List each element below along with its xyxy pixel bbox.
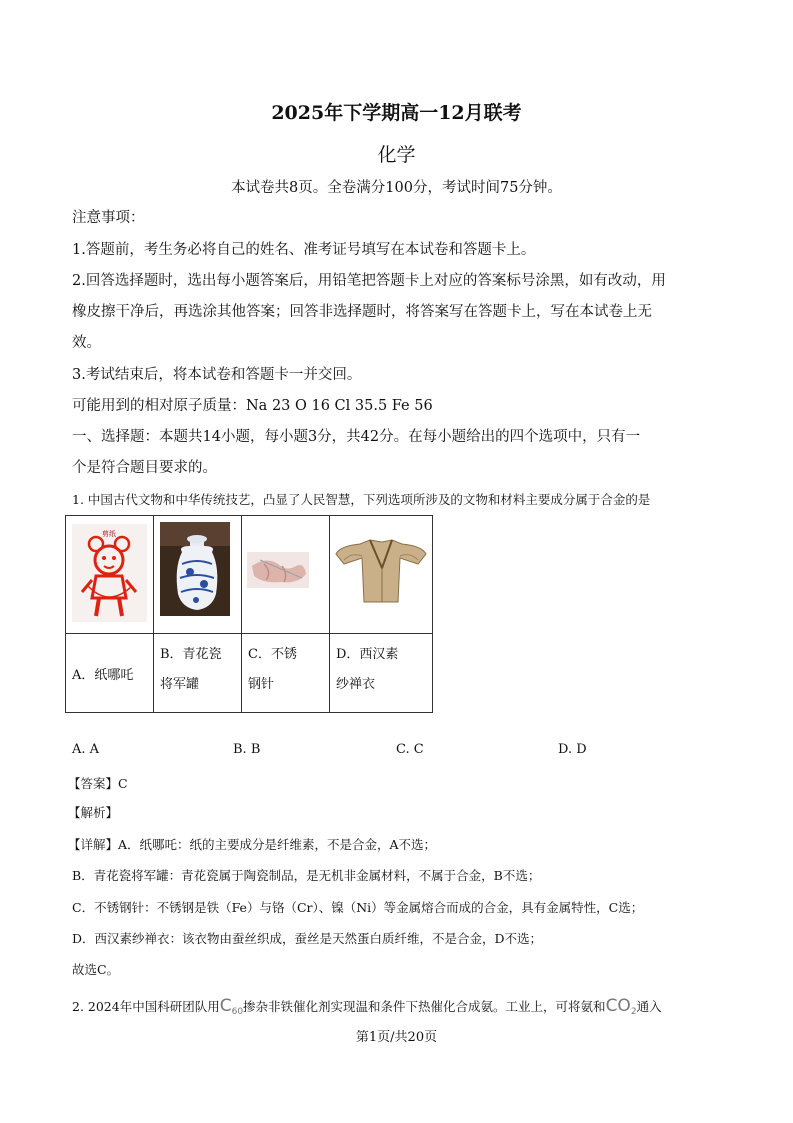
option-c-image-cell (242, 516, 330, 634)
option-d-label-line-1: D．西汉素 (336, 647, 399, 662)
detail-option-c: C．不锈钢针：不锈钢是铁（Fe）与铬（Cr）、镍（Ni）等金属熔合而成的合金，具有金属特性，C选； (72, 900, 644, 915)
answer-line: 【答案】C (68, 776, 128, 791)
c60-subscript: 60 (231, 1007, 244, 1017)
option-a-label: A．纸哪吒 (72, 668, 134, 683)
exam-title: 2025年下学期高一12月联考 (271, 102, 522, 124)
q2-stem-part-1: 2. 2024年中国科研团队用 (72, 999, 220, 1014)
notice-item-3: 3.考试结束后，将本试卷和答题卡一并交回。 (72, 367, 362, 383)
option-a-image-cell (66, 516, 154, 634)
q2-stem-part-3: 通入 (636, 999, 662, 1014)
section-1-heading-line-2: 个是符合题目要求的。 (72, 460, 217, 476)
option-b-image-cell (154, 516, 242, 634)
choice-a: A. A (72, 742, 100, 757)
option-a-label-cell (66, 634, 154, 713)
section-1-heading-line-1: 一、选择题：本题共14小题，每小题3分，共42分。在每小题给出的四个选项中，只有一 (72, 429, 641, 445)
option-d-image-cell (330, 516, 433, 634)
co2-subscript: 2 (630, 1007, 637, 1017)
notice-item-2-line-3: 效。 (72, 335, 101, 351)
notice-item-2-line-1: 2.回答选择题时，选出每小题答案后，用铅笔把答题卡上对应的答案标号涂黑，如有改动，用 (72, 273, 666, 289)
notice-heading: 注意事项： (72, 210, 145, 226)
detail-option-b: B．青花瓷将军罐：青花瓷属于陶瓷制品，是无机非金属材料，不属于合金，B不选； (72, 868, 541, 883)
detail-option-a: 【详解】A．纸哪吒：纸的主要成分是纤维素，不是合金，A不选； (68, 837, 437, 852)
atomic-mass-line: 可能用到的相对原子质量：Na 23 O 16 Cl 35.5 Fe 56 (72, 398, 433, 414)
paper-cut-caption: 剪纸 (102, 530, 116, 538)
plain-gauze-robe-image (330, 516, 432, 629)
c60-formula (220, 996, 243, 1016)
conclusion-line: 故选C。 (72, 962, 120, 977)
notice-item-2-line-2: 橡皮擦干净后，再选涂其他答案；回答非选择题时，将答案写在答题卡上，写在本试卷上无 (72, 304, 652, 320)
option-b-label-line-2: 将军罐 (160, 677, 200, 692)
co2-formula (606, 996, 637, 1016)
page-footer: 第1页/共20页 (355, 1030, 438, 1045)
analysis-label: 【解析】 (68, 805, 119, 820)
subject-title: 化学 (377, 144, 416, 166)
stainless-steel-needle-image (242, 516, 329, 629)
option-c-label-line-2: 钢针 (248, 677, 275, 692)
option-c-label-line-1: C．不锈 (248, 647, 297, 662)
q2-stem-part-2: 掺杂非铁催化剂实现温和条件下热催化合成氨。工业上，可将氨和 (243, 999, 606, 1014)
option-c-label-cell (242, 634, 330, 713)
question-2-stem (72, 996, 721, 1022)
c60-base: C (219, 996, 232, 1016)
paper-cut-nezha-image (66, 516, 153, 629)
choice-c: C. C (396, 742, 424, 757)
option-d-label-cell (330, 634, 433, 713)
blue-white-porcelain-jar-image (154, 516, 241, 629)
option-b-label-cell (154, 634, 242, 713)
question-1-options-table (65, 515, 433, 713)
exam-info: 本试卷共8页。全卷满分100分，考试时间75分钟。 (231, 180, 562, 196)
option-d-label-line-2: 纱禅衣 (336, 677, 376, 692)
co2-base: CO (605, 996, 631, 1016)
detail-option-d: D．西汉素纱禅衣：该衣物由蚕丝织成，蚕丝是天然蛋白质纤维，不是合金，D不选； (72, 931, 543, 946)
notice-item-1: 1.答题前，考生务必将自己的姓名、准考证号填写在本试卷和答题卡上。 (72, 242, 536, 258)
choice-d: D. D (558, 742, 587, 757)
question-1-stem: 1. 中国古代文物和中华传统技艺，凸显了人民智慧，下列选项所涉及的文物和材料主要成分属于合金的是 (72, 492, 651, 507)
option-b-label-line-1: B．青花瓷 (160, 647, 222, 662)
choice-b: B. B (233, 742, 261, 757)
